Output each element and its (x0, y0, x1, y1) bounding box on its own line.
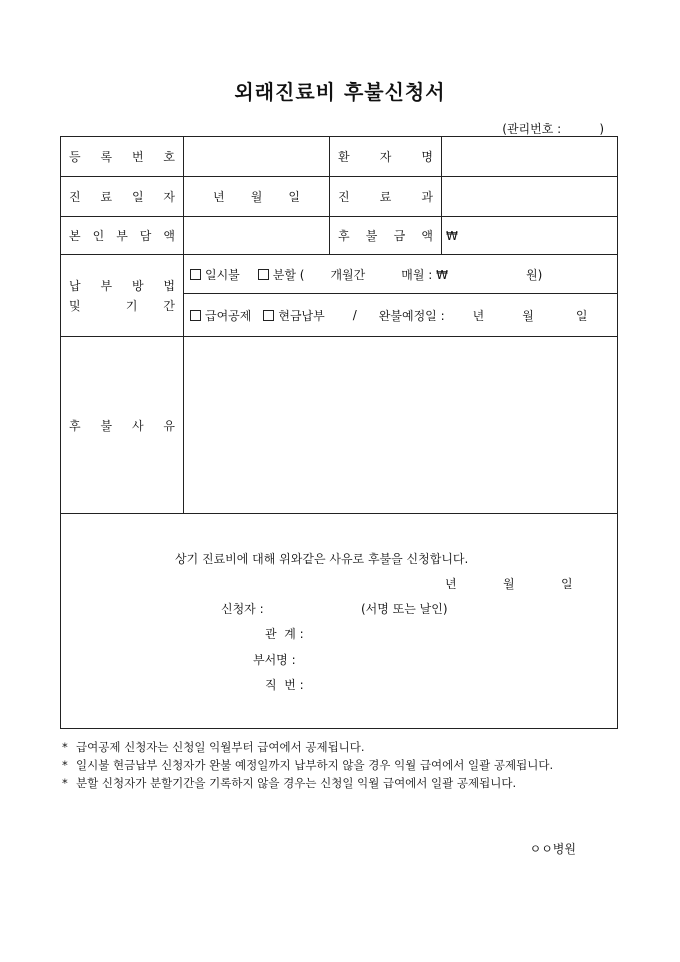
label-char: 법 (163, 278, 175, 293)
label-char: 일 (131, 190, 144, 204)
application-form-table (60, 136, 618, 729)
date-unit-day: 일 (288, 190, 300, 204)
note-item (62, 738, 622, 756)
label-char: 명 (421, 150, 433, 164)
management-number-label: (관리번호 : ) (502, 122, 604, 136)
applicant-label: 신청자 : (221, 602, 264, 616)
monthly-amount-label: 매월 : ₩ (401, 267, 448, 282)
self-pay-field[interactable] (184, 217, 330, 255)
note-text: 급여공제 신청자는 신청일 익월부터 급여에서 공제됩니다. (76, 740, 365, 754)
payment-option-row-2 (184, 294, 618, 337)
payment-method-label-cell (61, 255, 184, 337)
label-char: 액 (163, 229, 175, 243)
note-bullet: * (62, 776, 68, 790)
lump-sum-checkbox[interactable] (190, 269, 201, 280)
visit-date-field[interactable] (184, 177, 330, 217)
department-field[interactable] (442, 177, 618, 217)
slash-separator: / (352, 308, 357, 322)
label-char: 과 (421, 190, 433, 204)
label-char: 인 (92, 229, 105, 243)
note-item (62, 756, 622, 774)
patient-name-label-cell (330, 137, 442, 177)
label-char: 부 (100, 278, 113, 293)
reason-label-cell (61, 337, 184, 514)
deferred-amount-field[interactable] (442, 217, 618, 255)
salary-deduction-checkbox[interactable] (190, 310, 201, 321)
label-char: 및 (69, 298, 81, 313)
payment-option-row-1 (184, 255, 618, 294)
declaration-statement: 상기 진료비에 대해 위와같은 사유로 후불을 신청합니다. (175, 552, 469, 566)
label-char: 번 (131, 150, 144, 164)
relation-label: 관 계 : (265, 627, 304, 641)
label-char: 진 (69, 190, 81, 204)
installment-label: 분할 ( (272, 267, 305, 282)
self-pay-label-cell (61, 217, 184, 255)
planned-month-label: 월 (522, 308, 534, 323)
label-char: 자 (163, 190, 175, 204)
won-symbol: ₩ (446, 228, 458, 243)
months-label: 개월간 (330, 267, 366, 282)
label-char: 등 (69, 150, 81, 164)
reg-no-field[interactable] (184, 137, 330, 177)
deferred-amount-label-cell (330, 217, 442, 255)
cash-payment-label: 현금납부 (278, 308, 325, 323)
reason-field[interactable] (184, 337, 618, 514)
label-char: 액 (421, 229, 433, 243)
label-char: 호 (163, 150, 175, 164)
patient-name-field[interactable] (442, 137, 618, 177)
note-bullet: * (62, 758, 68, 772)
reg-no-label-cell (61, 137, 184, 177)
department-name-label: 부서명 : (253, 653, 296, 667)
label-char: 부 (116, 229, 128, 243)
label-char: 불 (100, 418, 113, 433)
salary-deduction-label: 급여공제 (205, 308, 252, 323)
planned-date-label: 완불예정일 : (378, 308, 445, 323)
label-char: 방 (131, 278, 144, 293)
label-char: 납 (69, 278, 81, 293)
label-char: 기 (125, 298, 138, 313)
hospital-name: ㅇㅇ병원 (529, 842, 576, 856)
declaration-year: 년 (445, 577, 457, 591)
label-char: 담 (139, 229, 152, 243)
label-char: 록 (100, 150, 113, 164)
declaration-day: 일 (561, 577, 573, 591)
visit-date-label-cell (61, 177, 184, 217)
label-char: 후 (338, 229, 350, 243)
label-char: 간 (163, 298, 175, 313)
label-char: 금 (393, 229, 406, 243)
declaration-month: 월 (503, 577, 515, 591)
declaration-section (61, 514, 618, 729)
date-unit-year: 년 (213, 190, 225, 204)
label-char: 자 (379, 150, 392, 164)
date-unit-month: 월 (250, 190, 263, 204)
label-char: 료 (379, 190, 392, 204)
department-label-cell (330, 177, 442, 217)
label-char: 불 (365, 229, 378, 243)
label-char: 진 (338, 190, 350, 204)
notes-list (62, 738, 622, 792)
cash-payment-checkbox[interactable] (263, 310, 274, 321)
note-bullet: * (62, 740, 68, 754)
label-char: 사 (131, 418, 144, 433)
installment-checkbox[interactable] (258, 269, 269, 280)
signature-label: (서명 또는 날인) (361, 602, 448, 616)
note-text: 분할 신청자가 분할기간을 기록하지 않을 경우는 신청일 익월 급여에서 일괄 공제됩니다. (76, 776, 517, 790)
form-title: 외래진료비 후불신청서 (234, 80, 446, 104)
label-char: 료 (100, 190, 113, 204)
planned-day-label: 일 (575, 308, 588, 323)
note-item (62, 774, 622, 792)
lump-sum-label: 일시불 (205, 267, 240, 282)
note-text: 일시불 현금납부 신청자가 완불 예정일까지 납부하지 않을 경우 익월 급여에서 일괄 공제됩니다. (76, 758, 554, 772)
label-char: 후 (69, 418, 81, 433)
employee-number-label: 직 번 : (265, 678, 304, 692)
won-label: 원) (525, 267, 543, 282)
label-char: 환 (338, 150, 350, 164)
label-char: 유 (163, 418, 175, 433)
label-char: 본 (69, 229, 81, 243)
planned-year-label: 년 (472, 308, 485, 323)
